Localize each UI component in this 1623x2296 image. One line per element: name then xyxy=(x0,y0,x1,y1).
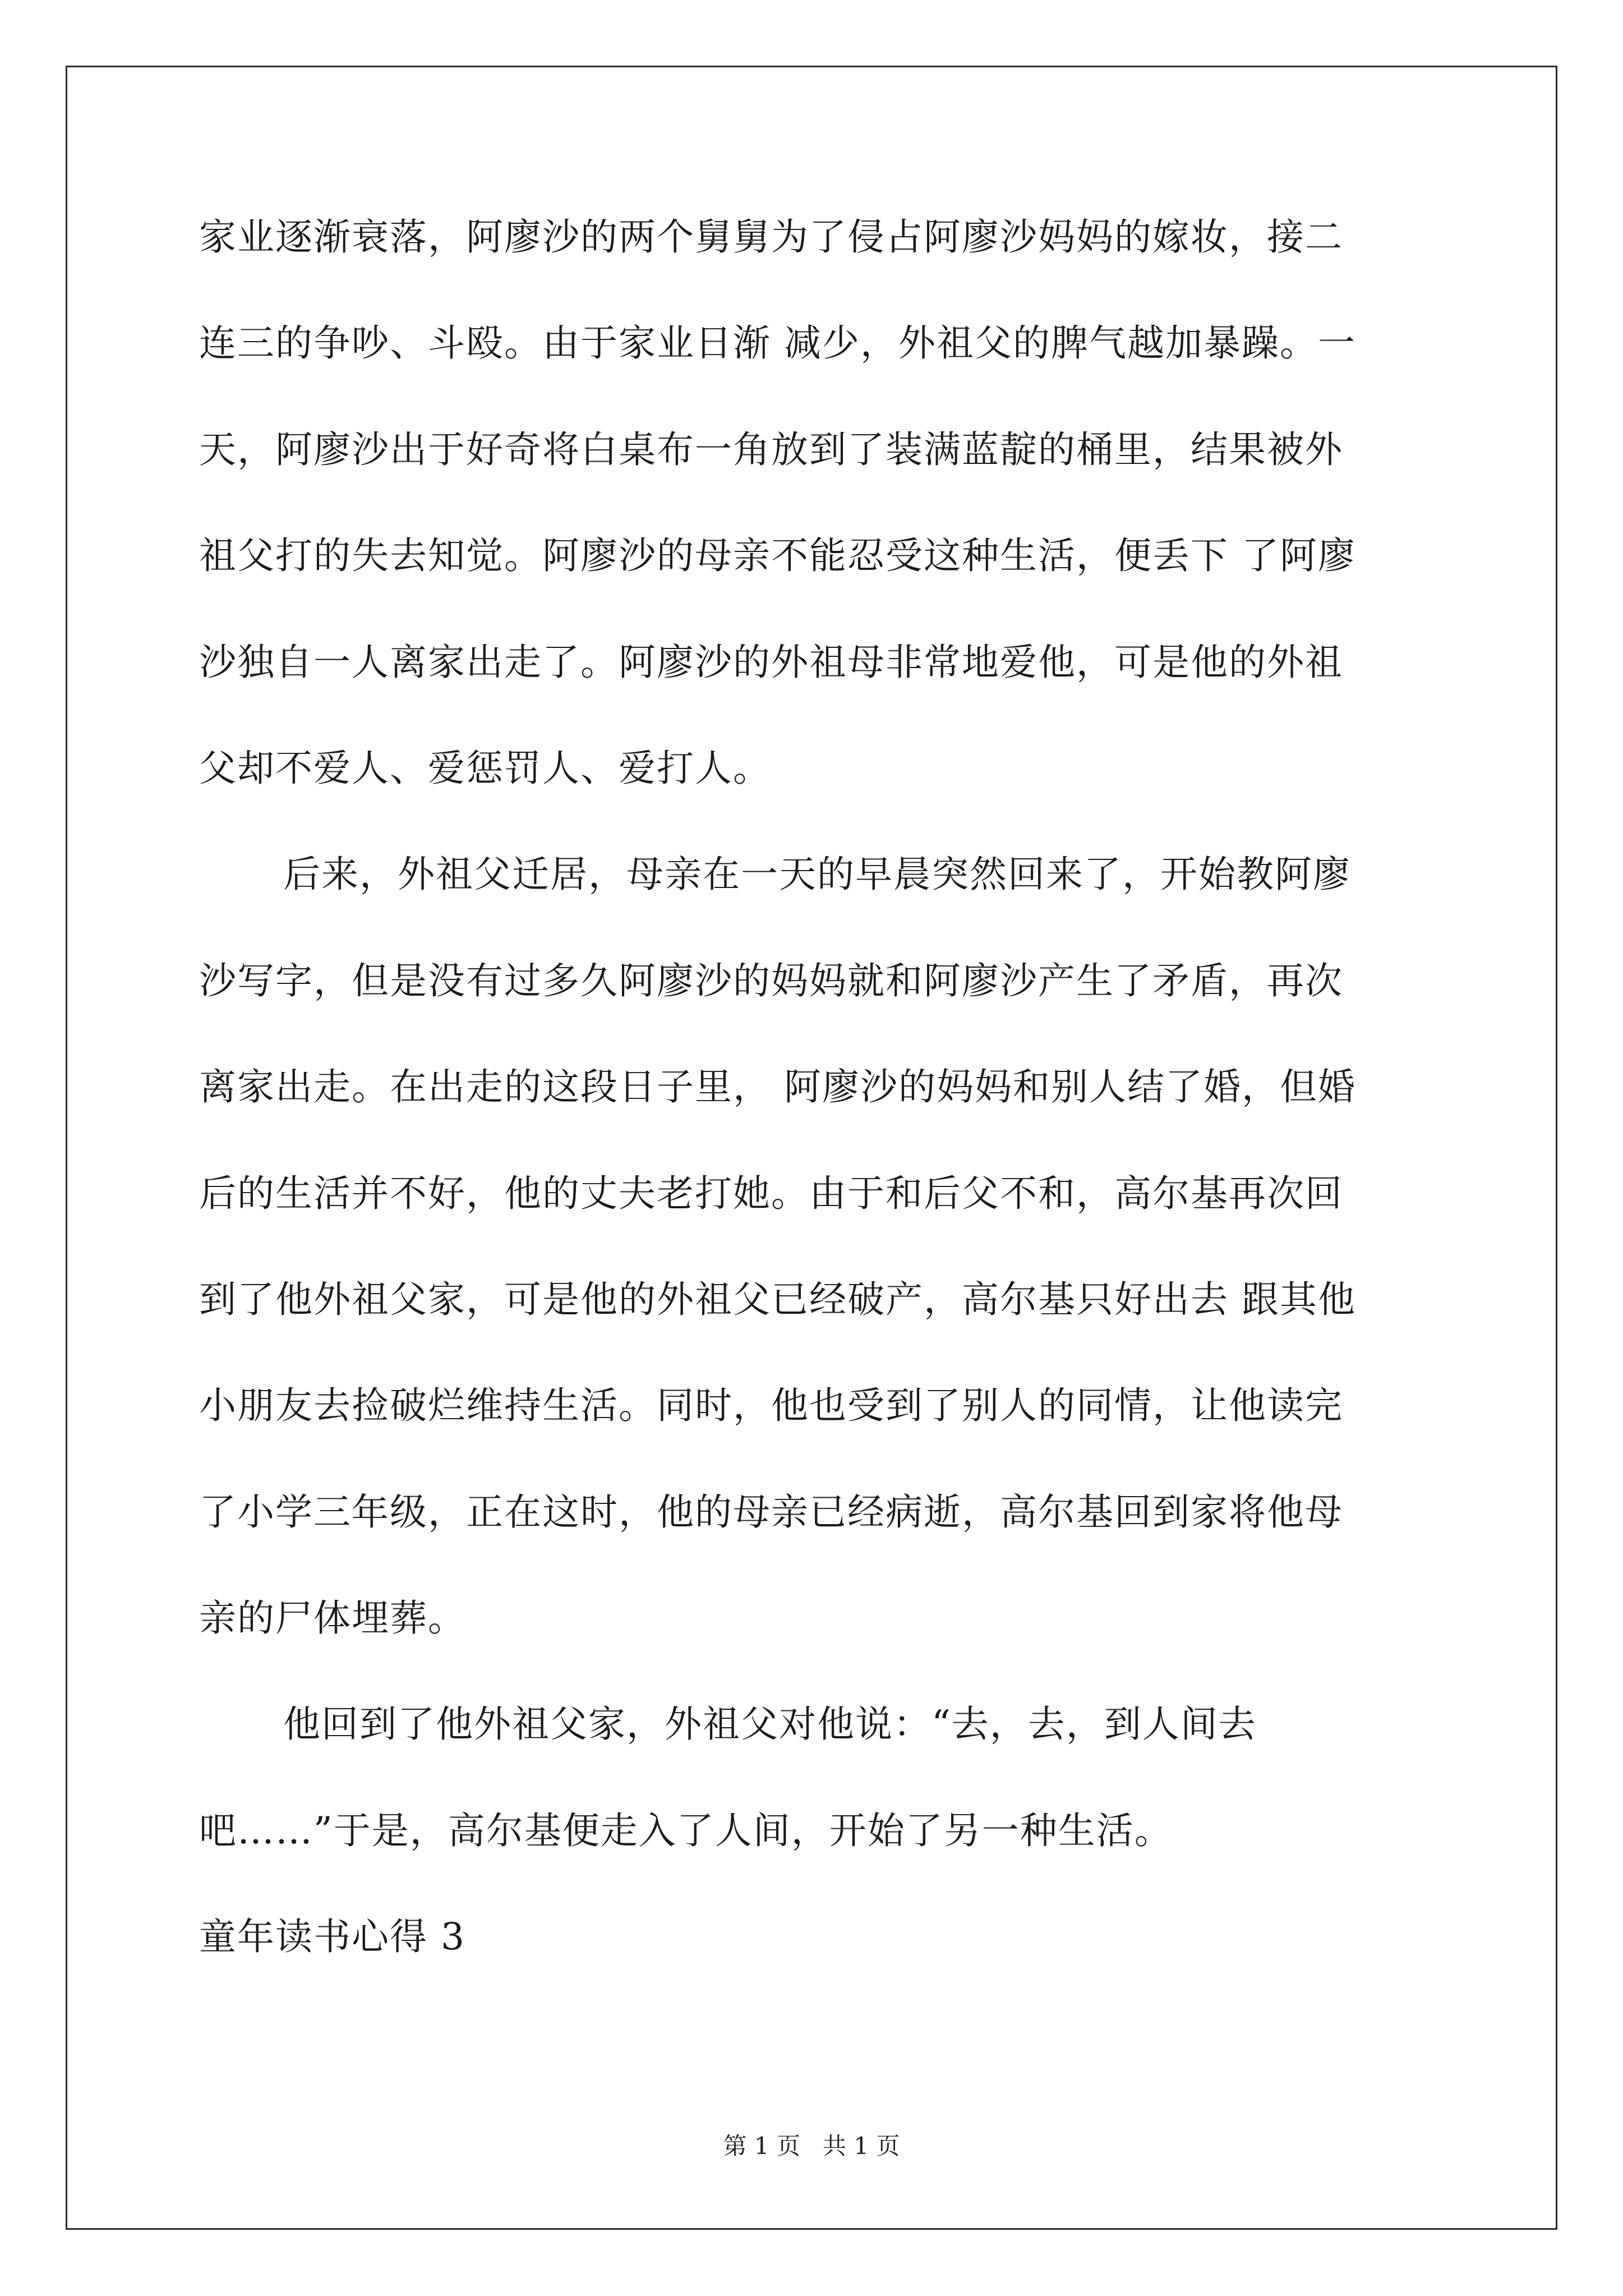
paragraph-2-line-2: 沙写字，但是没有过多久阿廖沙的妈妈就和阿廖沙产生了矛盾，再次 xyxy=(199,959,1343,1002)
paragraph-2-line-6: 小朋友去捡破烂维持生活。同时，他也受到了别人的同情，让他读完 xyxy=(199,1384,1343,1428)
paragraph-3-line-1: 他回到了他外祖父家，外祖父对他说：“去，去，到人间去 xyxy=(283,1703,1257,1746)
section-heading: 童年读书心得 3 xyxy=(199,1915,465,1959)
paragraph-1-line-1: 家业逐渐衰落，阿廖沙的两个舅舅为了侵占阿廖沙妈妈的嫁妆，接二 xyxy=(199,215,1343,259)
paragraph-2-line-5: 到了他外祖父家，可是他的外祖父已经破产，高尔基只好出去 跟其他 xyxy=(199,1277,1356,1321)
paragraph-2-line-7: 了小学三年级，正在这时，他的母亲已经病逝，高尔基回到家将他母 xyxy=(199,1490,1343,1534)
paragraph-2-line-3: 离家出走。在出走的这段日子里， 阿廖沙的妈妈和别人结了婚，但婚 xyxy=(199,1065,1356,1109)
paragraph-1-line-3: 天，阿廖沙出于好奇将白桌布一角放到了装满蓝靛的桶里，结果被外 xyxy=(199,427,1343,471)
document-body xyxy=(199,215,1427,2025)
paragraph-1-line-2: 连三的争吵、斗殴。由于家业日渐 减少，外祖父的脾气越加暴躁。一 xyxy=(199,321,1356,365)
paragraph-2-line-8: 亲的尸体埋葬。 xyxy=(199,1596,466,1640)
page-footer: 第 1 页 共 1 页 xyxy=(723,2132,900,2160)
paragraph-3-line-2: 吧……”于是，高尔基便走入了人间，开始了另一种生活。 xyxy=(199,1809,1173,1852)
paragraph-2-line-4: 后的生活并不好，他的丈夫老打她。由于和后父不和，高尔基再次回 xyxy=(199,1171,1343,1215)
paragraph-1-line-6: 父却不爱人、爱惩罚人、爱打人。 xyxy=(199,746,771,790)
paragraph-1-line-5: 沙独自一人离家出走了。阿廖沙的外祖母非常地爱他，可是他的外祖 xyxy=(199,640,1343,684)
paragraph-2-line-1: 后来，外祖父迁居，母亲在一天的早晨突然回来了，开始教阿廖 xyxy=(283,853,1351,896)
paragraph-1-line-4: 祖父打的失去知觉。阿廖沙的母亲不能忍受这种生活，便丢下 了阿廖 xyxy=(199,534,1356,578)
